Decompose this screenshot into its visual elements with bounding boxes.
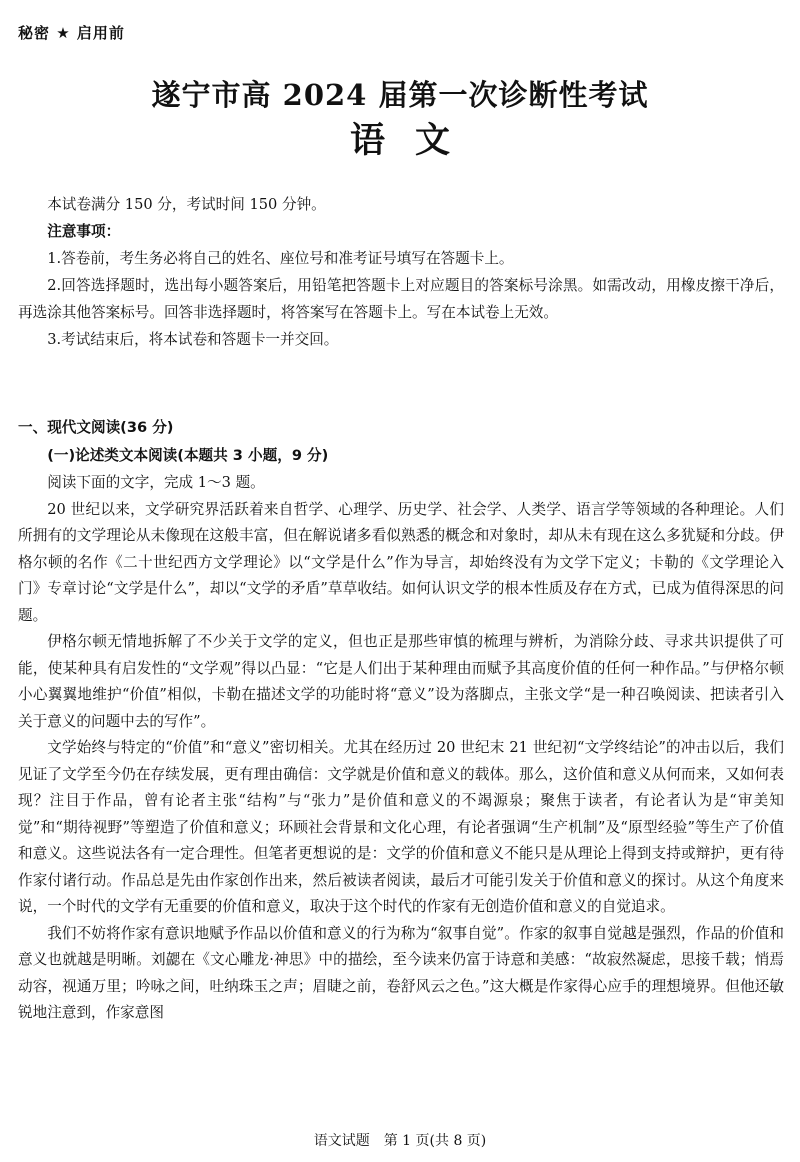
section-heading: 一、现代文阅读(36 分) <box>18 419 174 436</box>
page-footer: 语文试题 第 1 页(共 8 页) <box>313 1133 487 1149</box>
notice-item-1: 1.答卷前，考生务必将自己的姓名、座位号和准考证号填写在答题卡上。 <box>47 250 514 267</box>
notice-item-3: 3.考试结束后，将本试卷和答题卡一并交回。 <box>47 331 339 348</box>
exam-instructions <box>18 191 784 353</box>
subsection-heading: (一)论述类文本阅读(本题共 3 小题，9 分) <box>47 447 329 464</box>
reading-section <box>18 414 784 1027</box>
notice-heading: 注意事项： <box>47 223 121 240</box>
score-time-line: 本试卷满分 150 分，考试时间 150 分钟。 <box>47 196 326 213</box>
notice-item-2: 2.回答选择题时，选出每小题答案后，用铅笔把答题卡上对应题目的答案标号涂黑。如需改动，用橡皮擦干净后，再选涂其他答案标号。回答非选择题时，将答案写在答题卡上。写在本试卷上无效。 <box>18 277 784 321</box>
passage-paragraph: 我们不妨将作家有意识地赋予作品以价值和意义的行为称为“叙事自觉”。作家的叙事自觉越是强烈，作品的价值和意义也就越是明晰。刘勰在《文心雕龙·神思》中的描绘，至今读来仍富于诗意和美感：“故寂然凝虑，思接千载；悄焉动容，视通万里；吟咏之间，吐纳珠玉之声；眉睫之前，卷舒风云之色。”这大概是作家得心应手的理想境界。但他还敏锐地注意到，作家意图 <box>18 924 784 1021</box>
confidential-mark: 秘密 ★ 启用前 <box>18 24 125 42</box>
passage-paragraph: 20 世纪以来，文学研究界活跃着来自哲学、心理学、历史学、社会学、人类学、语言学等领域的各种理论。人们所拥有的文学理论从未像现在这般丰富，但在解说诸多看似熟悉的概念和对象时，却从未有现在这么多犹疑和分歧。伊格尔顿的名作《二十世纪西方文学理论》以“文学是什么”作为导言，却始终没有为文学下定义；卡勒的《文学理论入门》专章讨论“文学是什么”，却以“文学的矛盾”草草收结。如何认识文学的根本性质及存在方式，已成为值得深思的问题。 <box>18 500 784 624</box>
passage-paragraph: 伊格尔顿无情地拆解了不少关于文学的定义，但也正是那些审慎的梳理与辨析，为消除分歧、寻求共识提供了可能，使某种具有启发性的“文学观”得以凸显：“它是人们出于某种理由而赋予其高度价值的任何一种作品。”与伊格尔顿小心翼翼地维护“价值”相似，卡勒在描述文学的功能时将“意义”设为落脚点，主张文学“是一种召唤阅读、把读者引入关于意义的问题中去的写作”。 <box>18 633 784 730</box>
passage-paragraph: 文学始终与特定的“价值”和“意义”密切相关。尤其在经历过 20 世纪末 21 世纪初“文学终结论”的冲击以后，我们见证了文学至今仍在存续发展，更有理由确信：文学就是价值和意义的载体。那么，这价值和意义从何而来，又如何表现？注目于作品，曾有论者主张“结构”与“张力”是价值和意义的不竭源泉；聚焦于读者，有论者认为是“审美知觉”和“期待视野”等塑造了价值和意义；环顾社会背景和文化心理，有论者强调“生产机制”及“原型经验”等生产了价值和意义。这些说法各有一定合理性。但笔者更想说的是：文学的价值和意义不能只是从理论上得到支持或辩护，更有待作家付诸行动。作品总是先由作家创作出来，然后被读者阅读，最后才可能引发关于价值和意义的探讨。从这个角度来说，一个时代的文学有无重要的价值和意义，取决于这个时代的作家有无创造价值和意义的自觉追求。 <box>18 739 784 915</box>
reading-instruction: 阅读下面的文字，完成 1～3 题。 <box>47 474 265 491</box>
exam-title: 遂宁市高 2024 届第一次诊断性考试 <box>151 78 649 112</box>
subject-title: 语文 <box>349 120 480 161</box>
